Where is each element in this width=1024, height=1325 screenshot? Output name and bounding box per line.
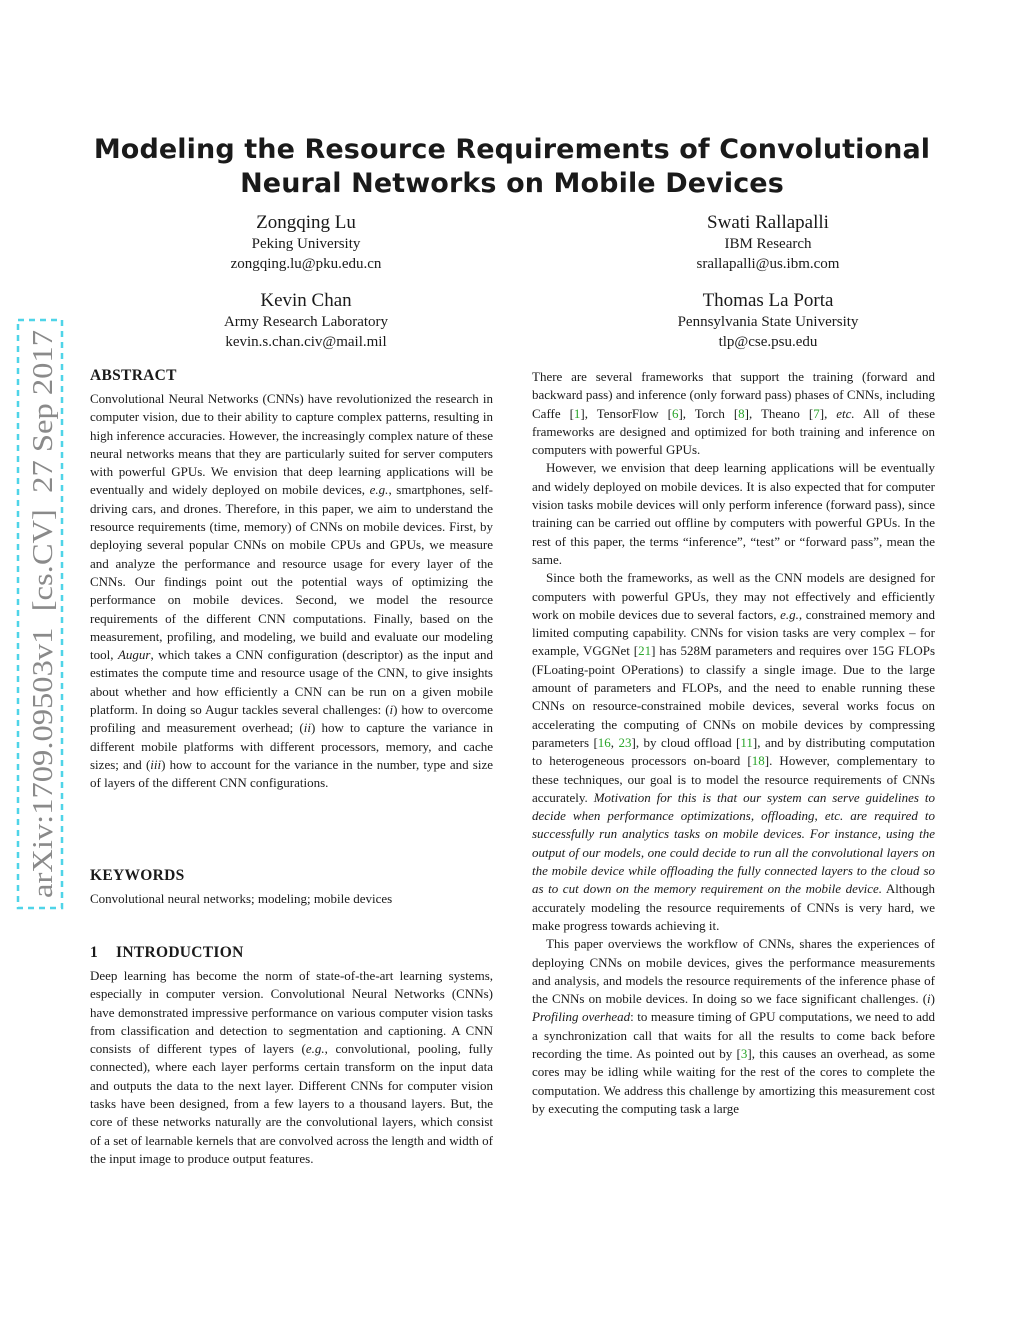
- keywords-section: [90, 866, 493, 908]
- section-number: 1: [90, 944, 99, 961]
- author-name: Swati Rallapalli: [707, 212, 829, 233]
- body-paragraph-2: However, we envision that deep learning applications will be eventually and widely deployed on mobile devices. It is also expected that for computer vision tasks mobile devices will only perform inference (forward pass), since training can be carried out offline by computers with powerful GPUs. In the rest of this paper, the terms “inference”, “test” or “forward pass”, mean the same.: [532, 460, 935, 567]
- author-block-1: [156, 212, 456, 274]
- author-block-2: [618, 212, 918, 274]
- citation-link[interactable]: 21: [638, 643, 652, 659]
- author-name: Kevin Chan: [260, 290, 352, 311]
- right-column: [532, 368, 935, 1118]
- body-paragraph-1: There are several frameworks that support the training (forward and backward pass) and inference (only forward pass) phases of CNNs, including Caffe [1], TensorFlow [6], Torch [8], Theano [7], etc. All of these frameworks are designed and optimized for both training and inference on computers with powerful GPUs.: [532, 369, 935, 458]
- author-name: Thomas La Porta: [702, 290, 834, 311]
- citation-link[interactable]: 23: [618, 734, 632, 750]
- citation-link[interactable]: 7: [813, 405, 820, 421]
- citation-link[interactable]: 11: [740, 734, 753, 750]
- citation-link[interactable]: 18: [751, 753, 765, 769]
- author-block-3: [156, 290, 456, 352]
- introduction-paragraph: Deep learning has become the norm of state-of-the-art learning systems, especially in computer version. Convolutional Neural Networks (CNNs) have demonstrated impressive performance on various computer vision tasks from classification and detection to segmentation and captioning. A CNN consists of different types of layers (e.g., convolutional, pooling, fully connected), where each layer performs certain transform on the input data and outputs the data to the next layer. Different CNNs for computer vision tasks have been designed, from a few layers to a thousand layers. But, the core of these networks naturally are the convolutional layers, which consist of a set of learnable kernels that are convolved across the length and width of the input image to produce output features.: [90, 968, 494, 1166]
- introduction-heading: [90, 943, 493, 963]
- author-email: srallapalli@us.ibm.com: [696, 256, 840, 272]
- author-email: kevin.s.chan.civ@mail.mil: [225, 334, 387, 350]
- paper-title: Modeling the Resource Requirements of Convolutional Neural Networks on Mobile Devices: [93, 134, 931, 199]
- citation-link[interactable]: 1: [573, 405, 581, 421]
- arxiv-stamp: [16, 318, 64, 910]
- abstract-text: Convolutional Neural Networks (CNNs) have revolutionized the research in computer vision, due to their ability to capture complex patterns, resulting in high inference accuracies. However, the increasingly complex nature of these neural networks means that they are particularly suited for server computers with powerful GPUs. We envision that deep learning applications will be eventually and widely deployed on mobile devices, e.g., smartphones, self-driving cars, and drones. Therefore, in this paper, we aim to understand the resource requirements (time, memory) of CNNs on mobile devices. First, by deploying several popular CNNs on mobile CPUs and GPUs, we measure and analyze the performance and resource usage for every layer of the CNNs. Our findings point out the potential ways of optimizing the performance on mobile devices. Second, we model the resource requirements of the different CNN computations. Finally, based on the measurement, profiling, and modeling, we build and evaluate our modeling tool, Augur, which takes a CNN configuration (descriptor) as the input and estimates the compute time and resource usage of the CNN, to give insights about whether and how efficiently a CNN can be run on a given mobile platform. In doing so Augur tackles several challenges: (i) how to overcome profiling and measurement overhead; (ii) how to capture the variance in different mobile platforms with different processors, memory, and cache sizes; and (iii) how to account for the variance in the number, type and size of layers of the different CNN configurations.: [90, 391, 494, 791]
- author-email: tlp@cse.psu.edu: [718, 334, 818, 350]
- citation-link[interactable]: 8: [738, 405, 745, 421]
- arxiv-stamp-text: arXiv:1709.09503v1 [cs.CV] 27 Sep 2017: [27, 392, 59, 898]
- abstract-heading: ABSTRACT: [90, 367, 177, 384]
- citation-link[interactable]: 3: [740, 1045, 748, 1061]
- author-affiliation: Army Research Laboratory: [223, 314, 389, 330]
- author-affiliation: Pennsylvania State University: [677, 314, 859, 330]
- abstract-section: [90, 366, 493, 793]
- author-block-4: [618, 290, 918, 352]
- author-name: Zongqing Lu: [256, 212, 356, 233]
- citation-link[interactable]: 6: [671, 405, 679, 421]
- body-paragraph-4: This paper overviews the workflow of CNNs, shares the experiences of deploying CNNs on mobile devices, gives the performance measurements and analysis, and models the resource requirements of the inference phase of the CNNs on mobile devices. In doing so we face significant challenges. (i) Profiling overhead: to measure timing of GPU computations, we need to add a synchronization call that waits for all the results to come back before recording the time. As pointed out by [3], this causes an overhead, as some cores may be idling while waiting for the rest of the cores to complete the computation. We address this challenge by amortizing this measurement cost by executing the computing task a large: [532, 936, 935, 1116]
- author-affiliation: Peking University: [251, 236, 361, 252]
- body-paragraph-3: Since both the frameworks, as well as the CNN models are designed for computers with powerful GPUs, they may not effectively and efficiently work on mobile devices due to several factors, e.g., constrained memory and limited computing capability. CNNs for vision tasks are very complex – for example, VGGNet [21] has 528M parameters and requires over 15G FLOPs (FLoating-point OPerations) to classify a single image. Due to the large amount of parameters and FLOPs, and the need to enable running these CNNs on resource-constrained mobile devices, several works focus on accelerating the computing of CNNs on mobile devices by compressing parameters [16, 23], by cloud offload [11], and by distributing computation to heterogeneous processors on-board [18]. However, complementary to these techniques, our goal is to model the resource requirements of CNNs accurately. Motivation for this is that our system can serve guidelines to decide when performance optimizations, offloading, etc. are required to successfully run analytics tasks on mobile devices. For instance, using the output of our models, one could decide to run all the convolutional layers on the mobile device while offloading the fully connected layers to the cloud so as to cut down on the memory requirement on the mobile device. Although accurately modeling the resource requirements of CNNs is very hard, we make progress towards achieving it.: [532, 570, 936, 933]
- author-affiliation: IBM Research: [724, 236, 812, 252]
- introduction-section: [90, 943, 493, 1168]
- citation-link[interactable]: 16: [597, 734, 611, 750]
- section-title: INTRODUCTION: [116, 944, 244, 961]
- keywords-heading: KEYWORDS: [90, 867, 185, 884]
- keywords-text: Convolutional neural networks; modeling; mobile devices: [90, 891, 393, 906]
- author-email: zongqing.lu@pku.edu.cn: [230, 256, 382, 272]
